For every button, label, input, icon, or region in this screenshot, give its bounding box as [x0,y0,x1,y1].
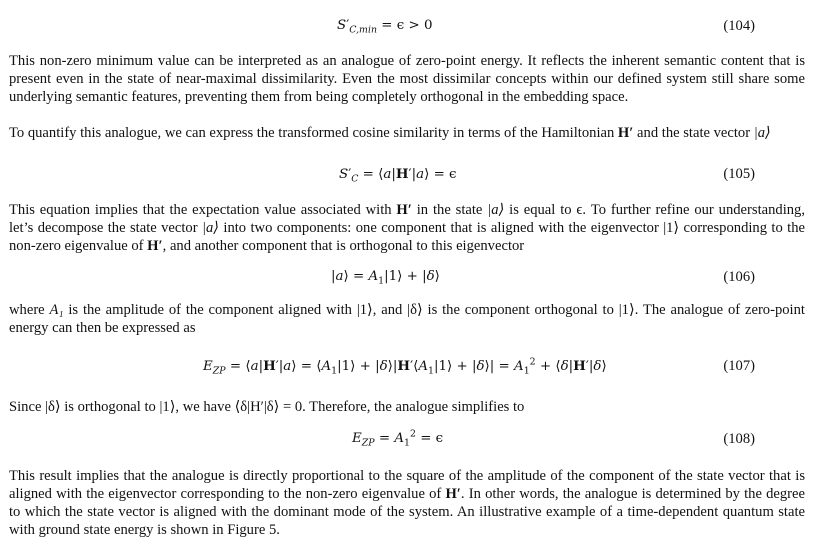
equation-105-math: $S'_C$ = ⟨a|H′|a⟩ = ϵ [339,166,457,185]
paragraph: where A₁ is the amplitude of the component aligned with |1⟩, and |δ⟩ is the component orthogonal to |1⟩. The analogue of zero-point energy can then be expressed as [9,302,805,336]
equation-106 [0,266,813,288]
equation-105 [0,163,813,185]
paragraph: To quantify this analogue, we can express the transformed cosine similarity in terms of the Hamiltonian H′ and the state vector |a⟩ [9,125,771,141]
equation-number: (104) [723,18,755,34]
paragraph: This equation implies that the expectation value associated with H′ in the state |a⟩ is equal to ϵ. To further refine our understanding, let’s decompose the state vector |a⟩ into two components: one component that is aligned with the eigenvector |1⟩ corresponding to the non-zero eigenvalue of H′, and another component that is orthogonal to this eigenvector [9,202,805,254]
equation-106-math: |a⟩ = $A_1|1⟩$ + |δ⟩ [331,269,440,287]
equation-number: (107) [723,358,755,374]
paragraph: This non-zero minimum value can be interpreted as an analogue of zero-point energy. It reflects the inherent semantic content that is present even in the state of near-maximal dissimilarity. Even the most dissimilar concepts within our defined system still share some underlying semantic features, preventing them from being completely orthogonal in the embedding space. [9,53,805,105]
equation-number: (108) [723,431,755,447]
equation-number: (106) [723,269,755,285]
equation-104-math: $S'_{C,min} = \epsilon > 0$ [337,18,433,36]
equation-108-math: $E_{ZP} = A_1^2 = \epsilon$ [352,428,444,449]
equation-104 [0,15,813,37]
paragraph: Since |δ⟩ is orthogonal to |1⟩, we have ⟨δ|H′|δ⟩ = 0. Therefore, the analogue simplifies to [9,399,525,415]
equation-107 [0,355,813,377]
equation-108 [0,428,813,450]
equation-107-math: $E_{ZP}$ = ⟨a|H′|a⟩ = $⟨A_1|1⟩$ + $|\delta⟩|H'⟨A_1|1⟩$ + |δ⟩| = $A_1^2$ + ⟨δ|H′|δ⟩ [203,356,607,377]
equation-number: (105) [723,166,755,182]
paragraph: This result implies that the analogue is directly proportional to the square of the amplitude of the component of the state vector that is aligned with the eigenvector corresponding to the non-zero eigenvalue of H′. In other words, the analogue is determined by the degree to which the state vector is aligned with the dominant mode of the system. An illustrative example of a time-dependent quantum state with ground state energy is shown in Figure 5. [9,468,805,538]
